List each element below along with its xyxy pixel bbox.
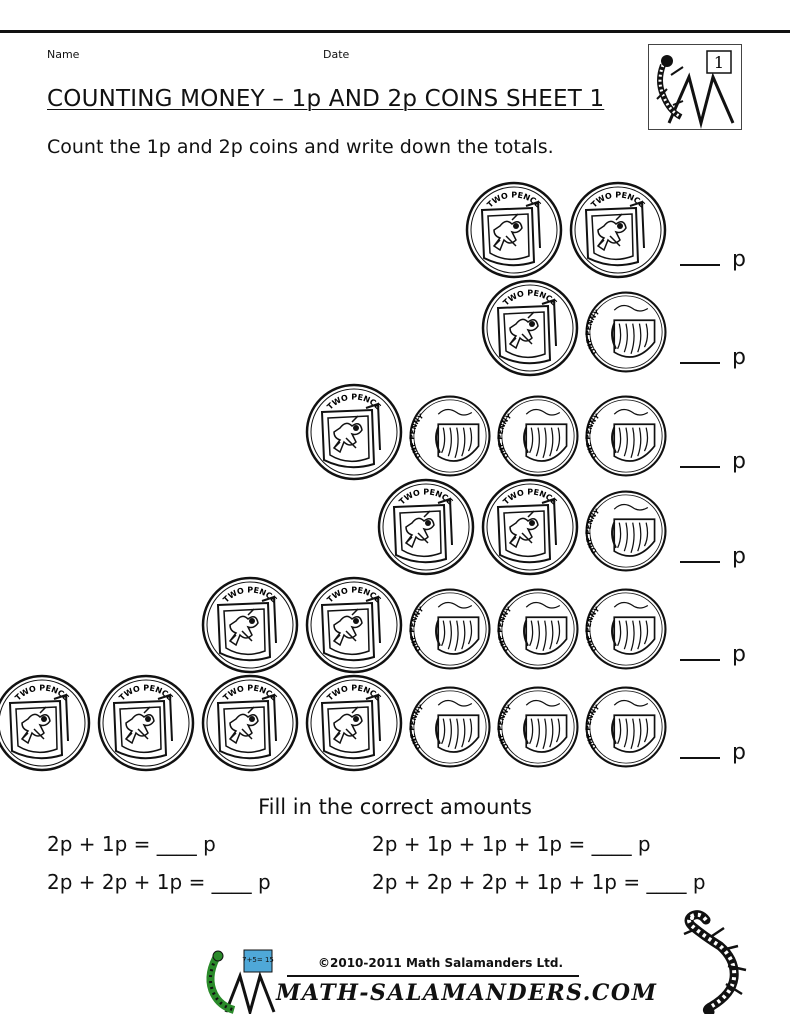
two-pence-coin: [376, 477, 476, 577]
one-penny-coin: [496, 685, 580, 769]
answer-blank[interactable]: [680, 739, 720, 759]
equation-2: 2p + 1p + 1p + 1p = ____ p: [372, 832, 651, 856]
two-pence-coin: [304, 382, 404, 482]
two-pence-coin: [304, 673, 404, 773]
one-penny-coin: [496, 587, 580, 671]
one-penny-coin: [584, 685, 668, 769]
answer-blank[interactable]: [680, 543, 720, 563]
equation-4: 2p + 2p + 2p + 1p + 1p = ____ p: [372, 870, 706, 894]
answer-blank[interactable]: [680, 344, 720, 364]
answer-unit: p: [732, 449, 746, 474]
answer-unit: p: [732, 345, 746, 370]
row-answer-field[interactable]: [680, 344, 746, 370]
row-answer-field[interactable]: [680, 448, 746, 474]
salamander-icon: [676, 906, 776, 1014]
footer-copyright: ©2010-2011 Math Salamanders Ltd.: [318, 956, 564, 970]
row-answer-field[interactable]: [680, 641, 746, 667]
two-pence-coin: [464, 180, 564, 280]
answer-unit: p: [732, 740, 746, 765]
svg-text:1: 1: [713, 53, 725, 72]
answer-unit: p: [732, 247, 746, 272]
one-penny-coin: [408, 685, 492, 769]
one-penny-coin: [584, 290, 668, 374]
equation-3: 2p + 2p + 1p = ____ p: [47, 870, 271, 894]
instruction-text: Count the 1p and 2p coins and write down the totals.: [47, 136, 554, 158]
salamander-illustration: [676, 906, 776, 1014]
row-answer-field[interactable]: [680, 246, 746, 272]
two-pence-coin: [480, 477, 580, 577]
answer-unit: p: [732, 642, 746, 667]
footer-salamander-icon: [200, 948, 276, 1014]
footer-rule: [287, 975, 579, 977]
salamander-logo-icon: [649, 45, 741, 129]
answer-blank[interactable]: [680, 246, 720, 266]
answer-unit: p: [732, 544, 746, 569]
top-rule: [0, 30, 790, 33]
footer-logo: [200, 948, 276, 1014]
two-pence-coin: [304, 575, 404, 675]
fill-section-title: Fill in the correct amounts: [258, 795, 532, 819]
one-penny-coin: [584, 587, 668, 671]
answer-blank[interactable]: [680, 448, 720, 468]
two-pence-coin: [96, 673, 196, 773]
salamander-logo: [648, 44, 742, 130]
answer-blank[interactable]: [680, 641, 720, 661]
row-answer-field[interactable]: [680, 739, 746, 765]
one-penny-coin: [408, 394, 492, 478]
one-penny-coin: [496, 394, 580, 478]
name-label: Name: [47, 48, 80, 61]
one-penny-coin: [584, 394, 668, 478]
two-pence-coin: [200, 673, 300, 773]
footer-site-name: MATH-SALAMANDERS.COM: [276, 980, 658, 1006]
two-pence-coin: [200, 575, 300, 675]
svg-text:7+5= 15: 7+5= 15: [242, 956, 274, 964]
one-penny-coin: [408, 587, 492, 671]
page-title: COUNTING MONEY – 1p AND 2p COINS SHEET 1: [47, 86, 605, 112]
equation-1: 2p + 1p = ____ p: [47, 832, 216, 856]
one-penny-coin: [584, 489, 668, 573]
date-label: Date: [323, 48, 350, 61]
two-pence-coin: [0, 673, 92, 773]
row-answer-field[interactable]: [680, 543, 746, 569]
two-pence-coin: [568, 180, 668, 280]
two-pence-coin: [480, 278, 580, 378]
